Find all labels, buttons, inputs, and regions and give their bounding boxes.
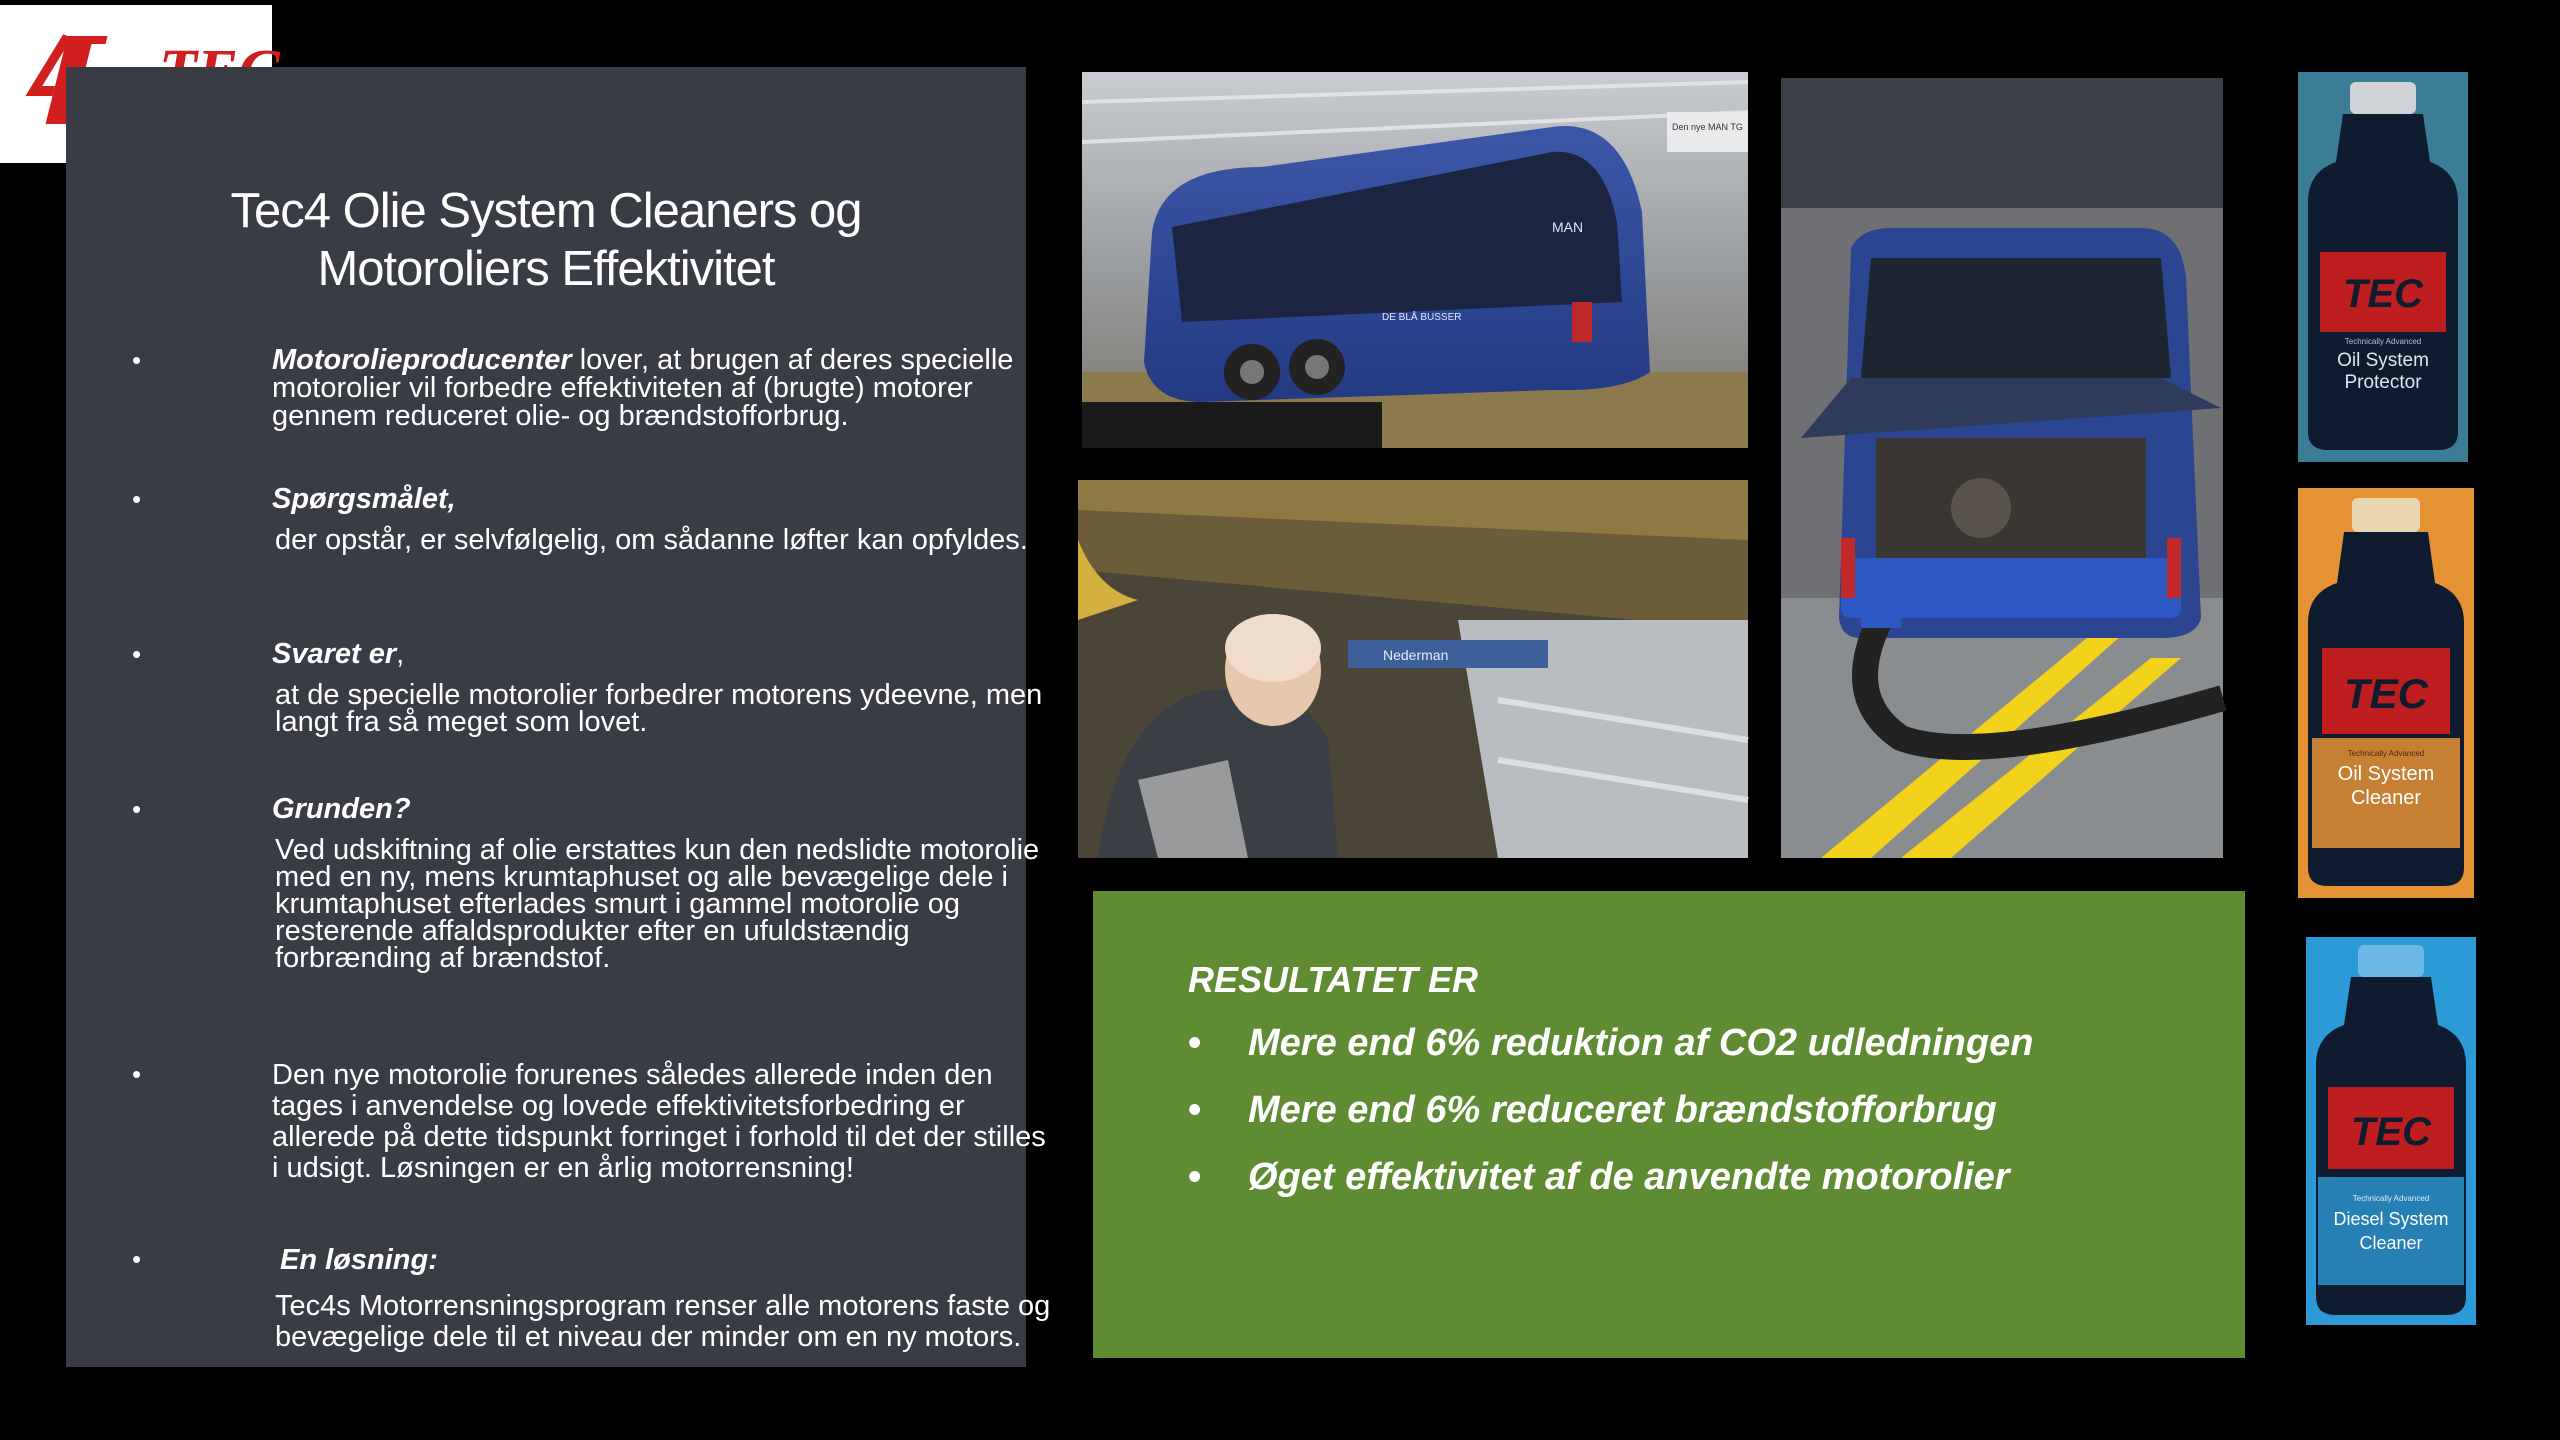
svg-text:Technically Advanced: Technically Advanced [2352,1194,2430,1203]
result-bullet: • [1188,1089,1202,1131]
svg-text:TEC: TEC [2351,1110,2431,1154]
svg-text:Oil System: Oil System [2337,350,2429,371]
bus-rear-image [1781,78,2223,858]
bullet-dot: • [132,794,142,824]
bottle-image [2298,72,2468,462]
svg-text:Protector: Protector [2344,372,2422,393]
bullet-head: Grunden? [272,793,411,825]
bottle-oil-system-protector [2298,72,2468,462]
bullet-head: Svaret er [272,638,397,670]
bullet-text: Den nye motorolie forurenes således allerede inden den tages i anvendelse og lovede effektivitetsforbedring er allerede på dette tidspunkt forringet i forhold til det der stilles i udsigt. Løsningen er en årlig motorrensning! [272,1059,1046,1184]
result-box [1093,891,2245,1358]
bullet-dot: • [132,484,142,514]
bullet-dot: • [132,345,142,375]
svg-text:Diesel System: Diesel System [2333,1209,2449,1229]
bottle-image [2298,488,2474,898]
bullet-text: der opstår, er selvfølgelig, om sådanne løfter kan opfyldes. [275,524,1028,556]
bullet-dot: • [132,1244,142,1274]
svg-text:MAN: MAN [1552,219,1584,235]
photo-bus-side [1082,72,1748,448]
bottle-image [2306,937,2476,1325]
photo-bus-rear [1781,78,2223,858]
bullet-dot: • [132,639,142,669]
photo-under-bus [1078,480,1748,858]
svg-text:Cleaner: Cleaner [2359,1233,2423,1253]
result-item-co2: • Mere end 6% reduktion af CO2 udledningen [1188,1022,2034,1064]
svg-text:Oil System: Oil System [2337,763,2435,785]
svg-text:Den nye MAN TG: Den nye MAN TG [1672,122,1743,132]
svg-text:Nederman: Nederman [1383,647,1449,663]
bullet-head: En løsning: [280,1244,438,1276]
page-title: Tec4 Olie System Cleaners og Motoroliers Effektivitet [230,184,862,296]
bottle-oil-system-cleaner [2298,488,2474,898]
result-bullet: • [1188,1022,1202,1064]
bullet-text: Ved udskiftning af olie erstattes kun den nedslidte motorolie med en ny, mens krumtaphuset og alle bevægelige dele i krumtaphuset efterlades smurt i gammel motorolie og resterende affaldsprodukter efter en ufuldstændig forbrænding af brændstof. [275,834,1040,974]
svg-text:DE BLÅ BUSSER: DE BLÅ BUSSER [1382,312,1462,323]
result-item-efficiency: • Øget effektivitet af de anvendte motorolier [1188,1156,2010,1198]
bullet-text: lover, at brugen af deres specielle motorolier vil forbedre effektiviteten af (brugte) motorer gennem reduceret olie- og brændstofforbrug. [272,344,1014,432]
svg-text:TEC: TEC [2344,670,2428,717]
bullet-text: at de specielle motorolier forbedrer motorens ydeevne, men langt fra så meget som lovet. [275,679,1043,738]
bullet-head: Spørgsmålet, [272,483,456,515]
svg-text:Technically Advanced: Technically Advanced [2344,337,2422,346]
bullet-text: Tec4s Motorrensningsprogram renser alle motorens faste og bevægelige dele til et niveau der minder om en ny motors. [275,1290,1051,1353]
svg-text:Cleaner: Cleaner [2350,787,2422,809]
result-heading: RESULTATET ER [1188,959,1478,1000]
bottle-diesel-system-cleaner [2306,937,2476,1325]
svg-text:Technically Advanced: Technically Advanced [2347,749,2425,758]
bus-side-image [1082,72,1748,448]
info-panel: Tec4 Olie System Cleaners og Motoroliers Effektivitet • Motorolieproducenter lover, at brugen af deres specielle motorolier vil forbedre effektiviteten af (brugte) motorer gennem reduceret olie- og brændstofforbrug. • Spørgsmålet, der opstår, er selvfølgelig, om sådanne løfter kan opfyldes. • Svaret er, at de specielle motorolier forbedrer motorens ydeevne, men langt fra så meget som lovet. • Grunden? Ved udskiftning af olie erstattes kun den nedslidte motorolie med en ny, mens krumtaphuset og alle bevægelige dele i krumtaphuset efterlades smurt i gammel motorolie og resterende affaldsprodukter efter en ufuldstændig forbrænding af brændstof. • Den nye motorolie forurenes således allerede inden den tages i anvendelse og lovede effektivitetsforbedring er allerede på dette tidspunkt forringet i forhold til det der stilles i udsigt. Løsningen er en årlig motorrensning! • En løsning: Tec4s Motorrensningsprogram renser alle motorens faste og bevægelige dele til et niveau der minder om en ny motors. [66,67,1026,1367]
result-bullet: • [1188,1156,1202,1198]
under-bus-image [1078,480,1748,858]
bullet-dot: • [132,1059,142,1089]
result-item-fuel: • Mere end 6% reduceret brændstofforbrug [1188,1089,1997,1131]
bullet-head: Motorolieproducenter [272,344,572,376]
svg-text:TEC: TEC [2343,272,2423,316]
